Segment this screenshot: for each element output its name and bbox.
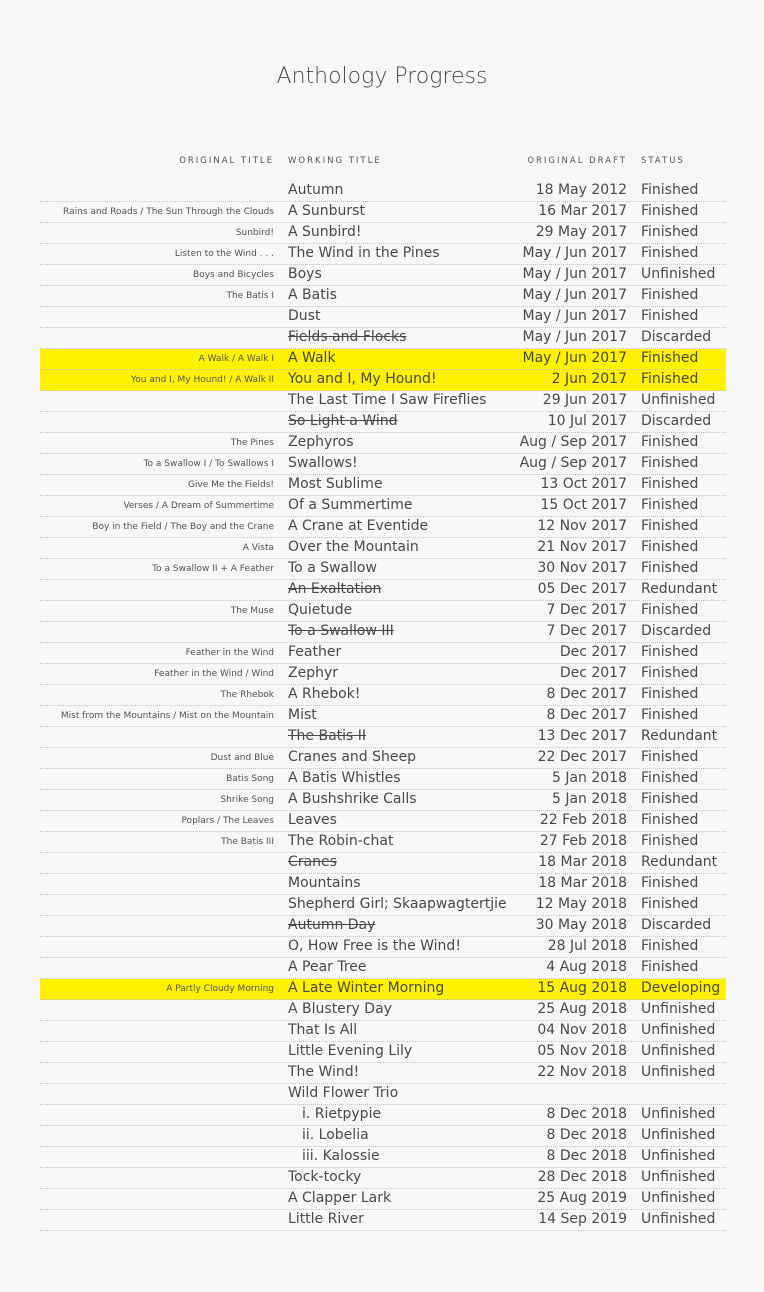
original-draft-cell: 2 Jun 2017 (551, 371, 627, 387)
working-title-cell: A Crane at Eventide (288, 518, 429, 534)
working-title-cell: A Rhebok! (288, 686, 361, 702)
working-title-cell: Little River (288, 1211, 364, 1227)
status-cell: Unfinished (641, 1064, 716, 1080)
status-cell: Finished (641, 497, 699, 513)
original-title-cell: The Rhebok (220, 690, 274, 700)
status-cell: Finished (641, 602, 699, 618)
status-cell: Unfinished (641, 1001, 716, 1017)
working-title-cell: A Late Winter Morning (288, 980, 445, 996)
working-title-cell: A Batis (288, 287, 337, 303)
working-title-cell: ii. Lobelia (302, 1127, 369, 1143)
original-title-cell: The Muse (230, 606, 274, 616)
table-row (40, 1168, 726, 1189)
original-draft-cell: 5 Jan 2018 (551, 791, 627, 807)
table-row (40, 1147, 726, 1168)
table-row (40, 979, 726, 1000)
working-title-cell: Tock-tocky (288, 1169, 362, 1185)
table-row (40, 286, 726, 307)
original-draft-cell: Dec 2017 (559, 644, 627, 660)
original-draft-cell: 4 Aug 2018 (546, 959, 627, 975)
working-title-cell: A Bushshrike Calls (288, 791, 417, 807)
header-working-title: WORKING TITLE (288, 156, 382, 166)
table-row (40, 895, 726, 916)
status-cell: Unfinished (641, 1211, 716, 1227)
original-draft-cell: 8 Dec 2018 (546, 1106, 627, 1122)
table-row (40, 769, 726, 790)
header-original-draft: ORIGINAL DRAFT (527, 156, 627, 166)
status-cell: Discarded (641, 917, 712, 933)
original-title-cell: Verses / A Dream of Summertime (123, 501, 274, 511)
original-title-cell: The Batis I (226, 291, 274, 301)
table-row (40, 370, 726, 391)
table-row (40, 643, 726, 664)
working-title-cell: Quietude (288, 602, 353, 618)
original-draft-cell: May / Jun 2017 (522, 350, 627, 366)
working-title-cell: Mist (288, 707, 317, 723)
table-row (40, 307, 726, 328)
original-draft-cell: 22 Dec 2017 (537, 749, 627, 765)
status-cell: Unfinished (641, 392, 716, 408)
original-draft-cell: Dec 2017 (559, 665, 627, 681)
table-row (40, 1189, 726, 1210)
table-row (40, 601, 726, 622)
original-title-cell: You and I, My Hound! / A Walk II (131, 375, 274, 385)
table-row (40, 580, 726, 601)
page-title: Anthology Progress (276, 64, 488, 89)
status-cell: Finished (641, 350, 699, 366)
status-cell: Finished (641, 308, 699, 324)
original-draft-cell: 05 Dec 2017 (537, 581, 627, 597)
original-title-cell: Rains and Roads / The Sun Through the Clouds (63, 207, 274, 217)
table-row (40, 265, 726, 286)
original-draft-cell: 8 Dec 2018 (546, 1127, 627, 1143)
original-draft-cell: 04 Nov 2018 (537, 1022, 627, 1038)
working-title-cell: Little Evening Lily (288, 1043, 413, 1059)
original-draft-cell: Aug / Sep 2017 (519, 455, 627, 471)
working-title-cell: That Is All (288, 1022, 358, 1038)
working-title-cell: A Sunburst (288, 203, 365, 219)
working-title-cell: Cranes (288, 854, 337, 870)
table-row (40, 475, 726, 496)
original-draft-cell: 8 Dec 2018 (546, 1148, 627, 1164)
status-cell: Finished (641, 686, 699, 702)
original-draft-cell: 7 Dec 2017 (546, 602, 627, 618)
status-cell: Unfinished (641, 1190, 716, 1206)
status-cell: Finished (641, 644, 699, 660)
status-cell: Finished (641, 434, 699, 450)
status-cell: Finished (641, 875, 699, 891)
table-row (40, 202, 726, 223)
table-row (40, 349, 726, 370)
table-row (40, 937, 726, 958)
table-row (40, 244, 726, 265)
original-title-cell: To a Swallow II + A Feather (152, 564, 274, 574)
status-cell: Developing (641, 980, 721, 996)
original-draft-cell: 29 May 2017 (535, 224, 627, 240)
original-draft-cell: 15 Oct 2017 (540, 497, 627, 513)
table-row (40, 1210, 726, 1231)
status-cell: Finished (641, 245, 699, 261)
table-row (40, 811, 726, 832)
header-status: STATUS (641, 156, 685, 166)
table-row (40, 853, 726, 874)
working-title-cell: Feather (288, 644, 342, 660)
original-title-cell: A Vista (242, 543, 274, 553)
table-row (40, 1105, 726, 1126)
table-row (40, 559, 726, 580)
status-cell: Finished (641, 203, 699, 219)
working-title-cell: iii. Kalossie (302, 1148, 380, 1164)
status-cell: Finished (641, 287, 699, 303)
original-title-cell: Poplars / The Leaves (181, 816, 274, 826)
table-row (40, 1021, 726, 1042)
original-draft-cell: May / Jun 2017 (522, 308, 627, 324)
working-title-cell: Autumn (288, 182, 344, 198)
original-title-cell: The Pines (230, 438, 274, 448)
table-row (40, 790, 726, 811)
status-cell: Unfinished (641, 1169, 716, 1185)
status-cell: Unfinished (641, 1106, 716, 1122)
working-title-cell: A Sunbird! (288, 224, 362, 240)
working-title-cell: Of a Summertime (288, 497, 413, 513)
original-draft-cell: 30 May 2018 (535, 917, 627, 933)
original-draft-cell: 7 Dec 2017 (546, 623, 627, 639)
status-cell: Unfinished (641, 1148, 716, 1164)
original-draft-cell: 12 Nov 2017 (537, 518, 627, 534)
working-title-cell: Zephyr (288, 665, 339, 681)
original-title-cell: Dust and Blue (210, 753, 274, 763)
table-row (40, 328, 726, 349)
status-cell: Redundant (641, 854, 718, 870)
original-draft-cell: 13 Dec 2017 (537, 728, 627, 744)
original-title-cell: Give Me the Fields! (187, 480, 274, 490)
table-row (40, 223, 726, 244)
status-cell: Finished (641, 749, 699, 765)
table-row (40, 706, 726, 727)
table-row (40, 412, 726, 433)
original-draft-cell: 25 Aug 2018 (537, 1001, 627, 1017)
working-title-cell: A Pear Tree (288, 959, 367, 975)
table-row (40, 874, 726, 895)
table-row (40, 1084, 726, 1105)
original-title-cell: Mist from the Mountains / Mist on the Mountain (60, 711, 274, 721)
table-row (40, 181, 726, 202)
table-row (40, 1000, 726, 1021)
status-cell: Finished (641, 476, 699, 492)
original-draft-cell: 05 Nov 2018 (537, 1043, 627, 1059)
original-draft-cell: May / Jun 2017 (522, 287, 627, 303)
table-row (40, 1042, 726, 1063)
status-cell: Unfinished (641, 266, 716, 282)
status-cell: Finished (641, 812, 699, 828)
original-draft-cell: 21 Nov 2017 (537, 539, 627, 555)
original-draft-cell: 30 Nov 2017 (537, 560, 627, 576)
original-draft-cell: 27 Feb 2018 (539, 833, 627, 849)
original-draft-cell: 16 Mar 2017 (538, 203, 627, 219)
original-draft-cell: 10 Jul 2017 (547, 413, 627, 429)
status-cell: Finished (641, 539, 699, 555)
original-draft-cell: 5 Jan 2018 (551, 770, 627, 786)
working-title-cell: Fields and Flocks (288, 329, 407, 345)
table-row (40, 454, 726, 475)
original-draft-cell: May / Jun 2017 (522, 245, 627, 261)
table-row (40, 622, 726, 643)
original-draft-cell: 25 Aug 2019 (537, 1190, 627, 1206)
table-row (40, 496, 726, 517)
table-row (40, 517, 726, 538)
status-cell: Finished (641, 791, 699, 807)
table-row (40, 832, 726, 853)
status-cell: Unfinished (641, 1022, 716, 1038)
table-row (40, 916, 726, 937)
header-original-title: ORIGINAL TITLE (179, 156, 274, 166)
original-title-cell: A Walk / A Walk I (198, 354, 274, 364)
original-draft-cell: 18 May 2012 (535, 182, 627, 198)
working-title-cell: You and I, My Hound! (288, 371, 437, 387)
status-cell: Finished (641, 560, 699, 576)
original-draft-cell: May / Jun 2017 (522, 266, 627, 282)
original-draft-cell: 22 Feb 2018 (539, 812, 627, 828)
working-title-cell: Over the Mountain (288, 539, 419, 555)
status-cell: Finished (641, 371, 699, 387)
status-cell: Finished (641, 707, 699, 723)
working-title-cell: The Batis II (288, 728, 367, 744)
working-title-cell: A Clapper Lark (288, 1190, 392, 1206)
working-title-cell: To a Swallow (288, 560, 377, 576)
original-draft-cell: 12 May 2018 (535, 896, 627, 912)
original-title-cell: Boy in the Field / The Boy and the Crane (92, 522, 274, 532)
original-title-cell: Feather in the Wind / Wind (154, 669, 274, 679)
status-cell: Redundant (641, 728, 718, 744)
status-cell: Unfinished (641, 1127, 716, 1143)
working-title-cell: Autumn Day (288, 917, 376, 933)
working-title-cell: The Wind! (288, 1064, 360, 1080)
original-title-cell: Feather in the Wind (185, 648, 274, 658)
table-row (40, 664, 726, 685)
status-cell: Finished (641, 455, 699, 471)
working-title-cell: The Robin-chat (288, 833, 394, 849)
original-title-cell: The Batis III (221, 837, 274, 847)
status-cell: Discarded (641, 329, 712, 345)
original-title-cell: Shrike Song (220, 795, 274, 805)
status-cell: Redundant (641, 581, 718, 597)
working-title-cell: Zephyros (288, 434, 354, 450)
original-draft-cell: 8 Dec 2017 (546, 686, 627, 702)
working-title-cell: Boys (288, 266, 322, 282)
working-title-cell: The Last Time I Saw Fireflies (288, 392, 487, 408)
working-title-cell: A Batis Whistles (288, 770, 401, 786)
working-title-cell: Most Sublime (288, 476, 383, 492)
working-title-cell: O, How Free is the Wind! (288, 938, 461, 954)
table-row (40, 748, 726, 769)
working-title-cell: i. Rietpypie (302, 1106, 382, 1122)
original-draft-cell: 28 Dec 2018 (537, 1169, 627, 1185)
working-title-cell: Mountains (288, 875, 361, 891)
progress-table (40, 181, 726, 1231)
original-draft-cell: 18 Mar 2018 (538, 854, 627, 870)
working-title-cell: The Wind in the Pines (288, 245, 440, 261)
table-row (40, 433, 726, 454)
working-title-cell: Cranes and Sheep (288, 749, 417, 765)
original-draft-cell: 28 Jul 2018 (547, 938, 627, 954)
status-cell: Finished (641, 665, 699, 681)
table-row (40, 727, 726, 748)
original-draft-cell: 22 Nov 2018 (537, 1064, 627, 1080)
original-title-cell: To a Swallow I / To Swallows I (143, 459, 274, 469)
original-draft-cell: 14 Sep 2019 (538, 1211, 627, 1227)
original-draft-cell: May / Jun 2017 (522, 329, 627, 345)
status-cell: Finished (641, 182, 699, 198)
original-draft-cell: 18 Mar 2018 (538, 875, 627, 891)
working-title-cell: Shepherd Girl; Skaapwagtertjie (288, 896, 507, 912)
original-title-cell: A Partly Cloudy Morning (166, 984, 274, 994)
status-cell: Finished (641, 959, 699, 975)
working-title-cell: Dust (288, 308, 321, 324)
working-title-cell: So Light a Wind (288, 413, 398, 429)
table-row (40, 685, 726, 706)
original-title-cell: Boys and Bicycles (193, 270, 274, 280)
table-row (40, 1063, 726, 1084)
working-title-cell: Wild Flower Trio (288, 1085, 399, 1101)
original-draft-cell: 15 Aug 2018 (537, 980, 627, 996)
original-draft-cell: 8 Dec 2017 (546, 707, 627, 723)
status-cell: Finished (641, 770, 699, 786)
original-draft-cell: 29 Jun 2017 (542, 392, 627, 408)
table-row (40, 958, 726, 979)
original-title-cell: Batis Song (226, 774, 274, 784)
working-title-cell: Swallows! (288, 455, 358, 471)
table-row (40, 538, 726, 559)
table-row (40, 1126, 726, 1147)
status-cell: Finished (641, 224, 699, 240)
status-cell: Finished (641, 518, 699, 534)
status-cell: Discarded (641, 623, 712, 639)
original-title-cell: Listen to the Wind . . . (174, 249, 274, 259)
original-draft-cell: Aug / Sep 2017 (519, 434, 627, 450)
working-title-cell: Leaves (288, 812, 337, 828)
working-title-cell: To a Swallow III (288, 623, 394, 639)
working-title-cell: A Blustery Day (288, 1001, 392, 1017)
table-row (40, 391, 726, 412)
original-title-cell: Sunbird! (235, 228, 274, 238)
status-cell: Finished (641, 896, 699, 912)
status-cell: Finished (641, 833, 699, 849)
status-cell: Finished (641, 938, 699, 954)
working-title-cell: An Exaltation (288, 581, 382, 597)
status-cell: Discarded (641, 413, 712, 429)
status-cell: Unfinished (641, 1043, 716, 1059)
original-draft-cell: 13 Oct 2017 (540, 476, 627, 492)
working-title-cell: A Walk (288, 350, 336, 366)
